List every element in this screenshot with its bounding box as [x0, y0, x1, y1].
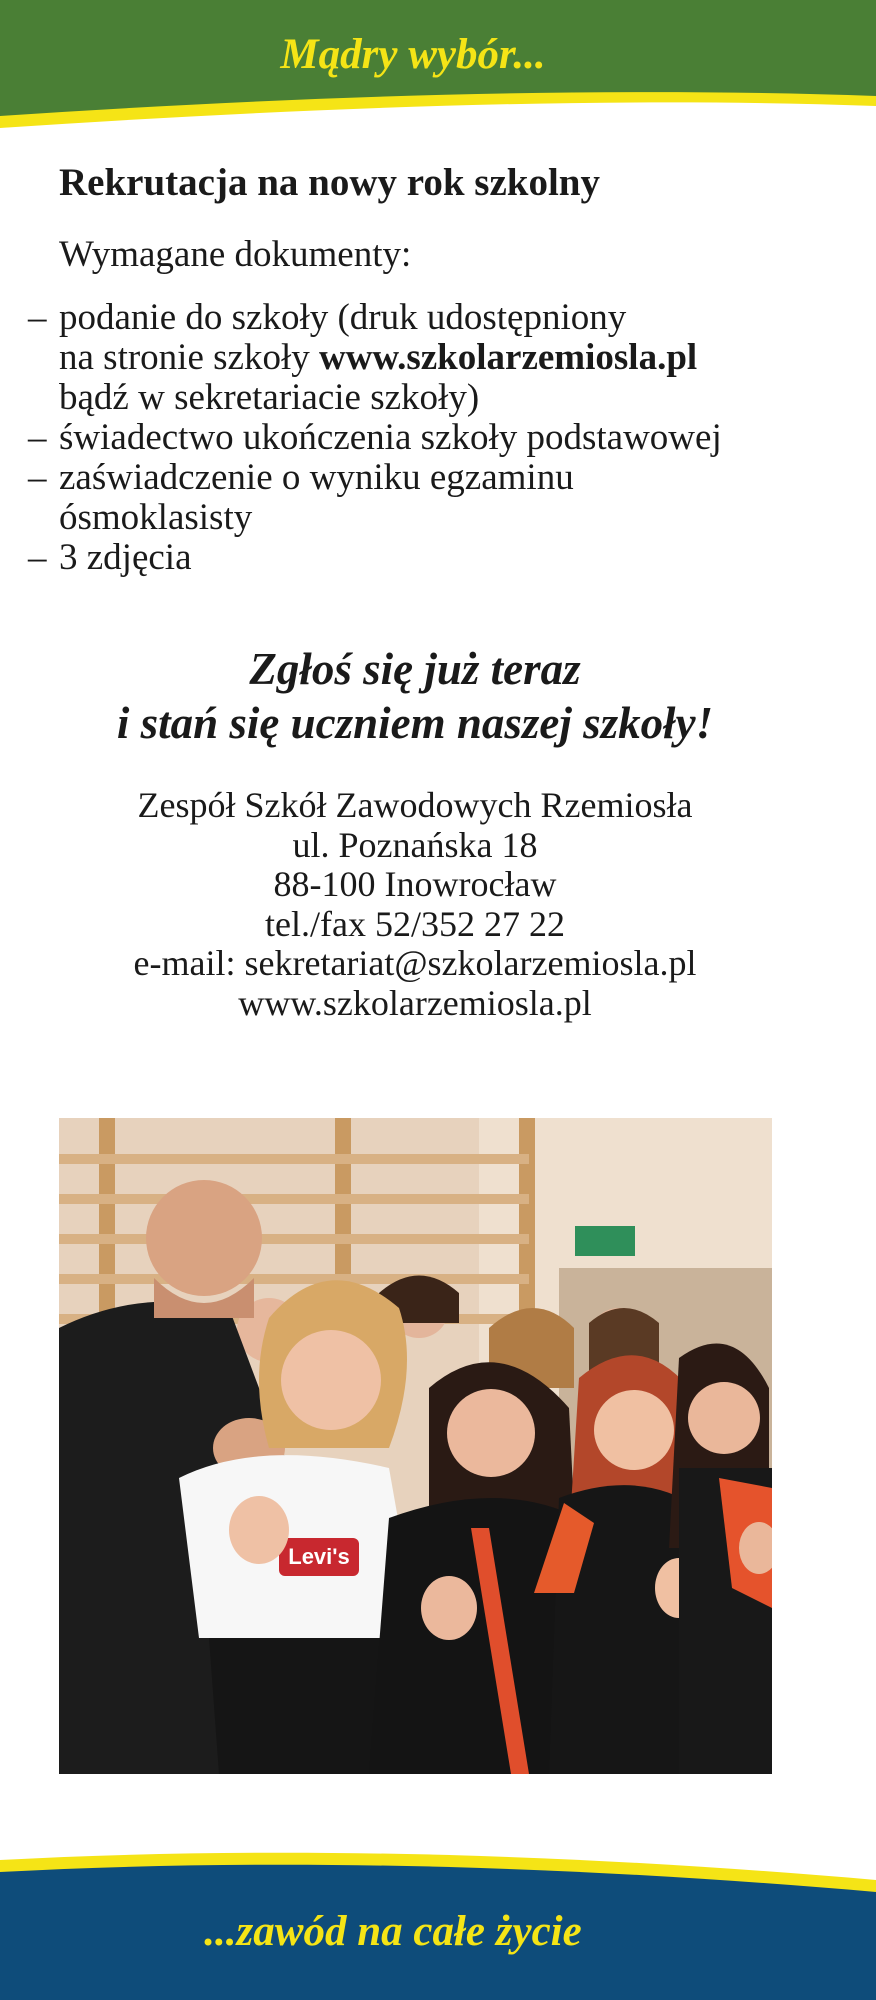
top-banner-wave — [0, 0, 876, 160]
girl-right — [669, 1343, 772, 1774]
school-name: Zespół Szkół Zawodowych Rzemiosła — [137, 785, 693, 825]
email-link[interactable]: e-mail: sekretariat@szkolarzemiosla.pl — [133, 943, 697, 983]
list-item — [28, 418, 722, 458]
list-dash: – — [28, 297, 47, 338]
street-address: ul. Poznańska 18 — [292, 824, 538, 865]
group-photo — [59, 1118, 772, 1774]
top-banner — [0, 0, 876, 160]
list-dash: – — [28, 537, 47, 578]
list-item-text: zaświadczenie o wyniku egzaminu — [59, 457, 574, 498]
list-item-text: ósmoklasisty — [59, 497, 253, 538]
cta-line: i stań się uczniem naszej szkoły! — [116, 698, 714, 748]
documents-list — [28, 298, 722, 578]
website-link[interactable]: www.szkolarzemiosla.pl — [318, 337, 698, 378]
city-address: 88-100 Inowrocław — [273, 864, 557, 904]
website-link[interactable]: www.szkolarzemiosla.pl — [238, 982, 592, 1023]
list-item-text: 3 zdjęcia — [59, 537, 192, 578]
group-photo-illustration — [59, 1118, 772, 1774]
call-to-action — [0, 642, 830, 750]
list-item-text: świadectwo ukończenia szkoły podstawowej — [59, 417, 722, 458]
list-item — [28, 458, 722, 538]
header-slogan: Mądry wybór... — [280, 31, 546, 78]
list-item-text: na stronie szkoły www.szkolarzemiosla.pl — [59, 337, 698, 378]
list-dash: – — [28, 417, 47, 458]
levis-logo-text: Levi's — [288, 1544, 350, 1569]
list-item — [28, 298, 722, 418]
page-title: Rekrutacja na nowy rok szkolny — [59, 161, 600, 204]
footer-slogan: ...zawód na całe życie — [204, 1908, 582, 1955]
list-item-text: bądź w sekretariacie szkoły) — [59, 377, 480, 418]
contact-block — [0, 786, 830, 1023]
exit-sign — [575, 1226, 635, 1256]
bottom-banner — [0, 1850, 876, 2000]
list-item-text: podanie do szkoły (druk udostępniony — [59, 297, 627, 338]
documents-label: Wymagane dokumenty: — [59, 234, 412, 275]
cta-line: Zgłoś się już teraz — [249, 644, 581, 694]
phone-number: tel./fax 52/352 27 22 — [265, 903, 565, 944]
list-item — [28, 538, 722, 578]
list-dash: – — [28, 457, 47, 498]
